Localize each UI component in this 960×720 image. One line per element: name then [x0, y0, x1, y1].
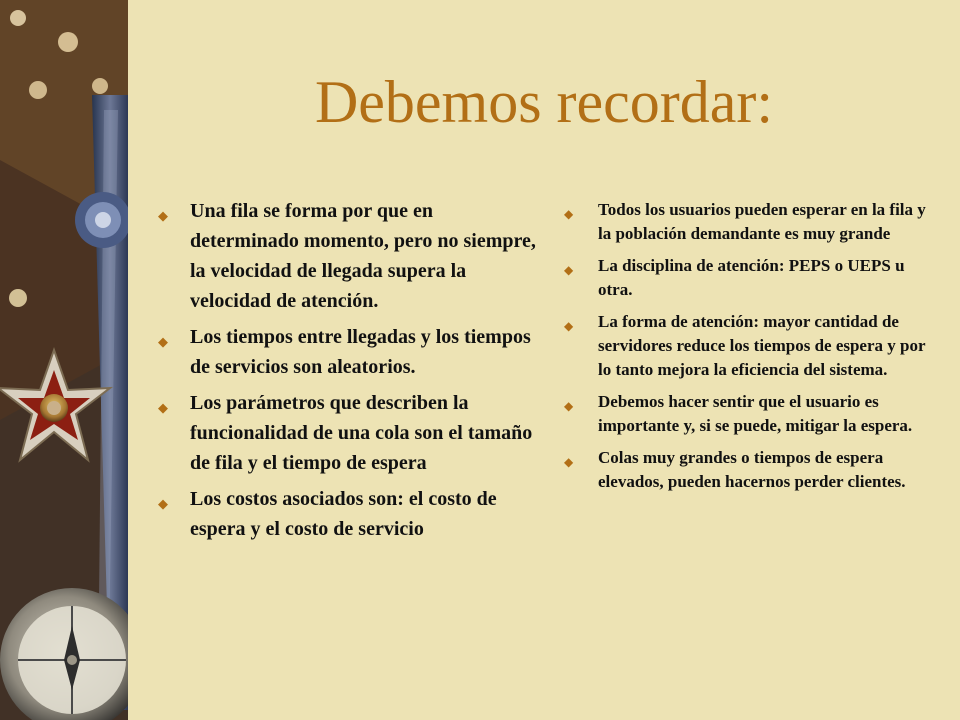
left-bullet-list [156, 196, 536, 544]
bullet-item [562, 390, 932, 438]
bullet-item [156, 388, 536, 478]
bullet-item [562, 198, 932, 246]
medal-compass-illustration [0, 0, 128, 720]
bullet-text: Los costos asociados son: el costo de espera y el costo de servicio [190, 488, 497, 540]
bullet-text: La disciplina de atención: PEPS o UEPS u otra. [598, 256, 905, 299]
bullet-item [562, 310, 932, 382]
decorative-medal-image [0, 0, 128, 720]
bullet-item [562, 446, 932, 494]
bullet-item [562, 254, 932, 302]
diamond-bullet-icon: ◆ [564, 207, 574, 221]
bullet-text: Los parámetros que describen la funcionalidad de una cola son el tamaño de fila y el tiempo de espera [190, 392, 533, 474]
diamond-bullet-icon: ◆ [564, 263, 574, 277]
diamond-bullet-icon: ◆ [564, 455, 574, 469]
diamond-bullet-icon: ◆ [564, 319, 574, 333]
bullet-text: Los tiempos entre llegadas y los tiempos de servicios son aleatorios. [190, 326, 531, 378]
bullet-text: Una fila se forma por que en determinado momento, pero no siempre, la velocidad de llegada supera la velocidad de atención. [190, 200, 536, 312]
diamond-bullet-icon: ◆ [158, 497, 168, 512]
right-bullet-list [562, 198, 932, 494]
slide-content [128, 0, 960, 720]
slide-title: Debemos recordar: [314, 69, 774, 135]
left-bullet-column [156, 196, 536, 550]
diamond-bullet-icon: ◆ [564, 399, 574, 413]
bullet-item [156, 196, 536, 316]
bullet-item [156, 322, 536, 382]
bullet-text: La forma de atención: mayor cantidad de servidores reduce los tiempos de espera y por lo tanto mejora la eficiencia del sistema. [598, 312, 926, 379]
diamond-bullet-icon: ◆ [158, 335, 168, 350]
diamond-bullet-icon: ◆ [158, 209, 168, 224]
bullet-text: Colas muy grandes o tiempos de espera elevados, pueden hacernos perder clientes. [598, 448, 906, 491]
diamond-bullet-icon: ◆ [158, 401, 168, 416]
right-bullet-column [562, 198, 932, 502]
bullet-item [156, 484, 536, 544]
bullet-text: Todos los usuarios pueden esperar en la fila y la población demandante es muy grande [598, 200, 926, 243]
bullet-text: Debemos hacer sentir que el usuario es importante y, si se puede, mitigar la espera. [598, 392, 913, 435]
